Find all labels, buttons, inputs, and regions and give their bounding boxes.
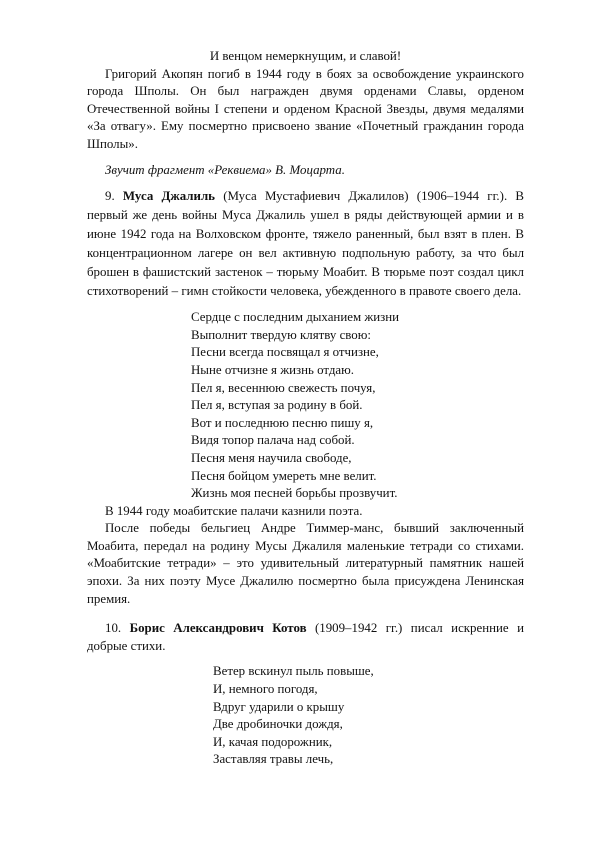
poem-line: И, немного погодя, <box>213 682 318 697</box>
poem-kotov <box>87 663 524 769</box>
stage-note: Звучит фрагмент «Реквиема» В. Моцарта. <box>105 162 345 177</box>
verse-line-top: И венцом немеркнущим, и славой! <box>209 49 402 63</box>
poem-line: Две дробиночки дождя, <box>213 717 343 732</box>
poem-line: Вдруг ударили о крышу <box>213 699 345 714</box>
poem-jalil <box>87 309 524 503</box>
section-text: (1909–1942 гг.) писал искренние и добрые стихи. <box>87 621 524 653</box>
paragraph-executed: В 1944 году моабитские палачи казнили поэта. <box>105 503 363 518</box>
poem-line: Пел я, весеннюю свежесть почуя, <box>191 380 376 395</box>
section-9 <box>87 187 524 301</box>
section-10 <box>87 620 524 655</box>
section-person-name: Борис Александрович Котов <box>129 621 307 636</box>
poem-line: Ветер вскинул пыль повыше, <box>213 664 374 679</box>
poem-line: Сердце с последним дыханием жизни <box>191 310 400 325</box>
poem-line: Песня меня научила свободе, <box>191 450 352 465</box>
paragraph-akopyan: Григорий Акопян погиб в 1944 году в боях за освобождение украинского города Шполы. Он был награжден двумя орденами Славы, орденом Отечественной войны I степени и орденом Красной Звезды, двумя медалями «За отвагу». Ему посмертно присвоено звание «Почетный гражданин города Шполы». <box>87 66 524 151</box>
poem-line: Выполнит твердую клятву свою: <box>191 327 371 342</box>
section-person-name: Муса Джалиль <box>122 189 215 204</box>
poem-line: Заставляя травы лечь, <box>213 752 334 767</box>
paragraph-moabit-notebooks: После победы бельгиец Андре Тиммер-манс, бывший заключенный Моабита, передал на родину Мусы Джалиля маленькие тетради со стихами. «Моабитские тетради» – это удивительный литературный памятник нашей эпохи. За них поэту Мусе Джалилю посмертно была присуждена Ленинская премия. <box>87 521 524 606</box>
poem-line: Песня бойцом умереть мне велит. <box>191 468 377 483</box>
poem-line: И, качая подорожник, <box>213 734 333 749</box>
poem-line: Вот и последнюю песню пишу я, <box>191 415 374 430</box>
section-text: (Муса Мустафиевич Джалилов) (1906–1944 гг.). В первый же день войны Муса Джалиль ушел в ряды действующей армии и в июне 1942 года на Волховском фронте, тяжело раненный, был взят в плен. В концентрационном лагере он вел активную подпольную работу, за что был брошен в фашистский застенок – тюрьму Моабит. В тюрьме поэт создал цикл стихотворений – гимн стойкости человека, убежденного в правоте своего дела. <box>87 189 524 299</box>
section-number: 10. <box>105 621 122 636</box>
poem-line: Песни всегда посвящал я отчизне, <box>191 345 379 360</box>
poem-line: Ныне отчизне я жизнь отдаю. <box>191 362 354 377</box>
poem-line: Видя топор палача над собой. <box>191 433 355 448</box>
section-number: 9. <box>105 189 115 204</box>
poem-line: Пел я, вступая за родину в бой. <box>191 398 363 413</box>
poem-line: Жизнь моя песней борьбы прозвучит. <box>191 486 398 501</box>
document-body <box>87 48 524 769</box>
